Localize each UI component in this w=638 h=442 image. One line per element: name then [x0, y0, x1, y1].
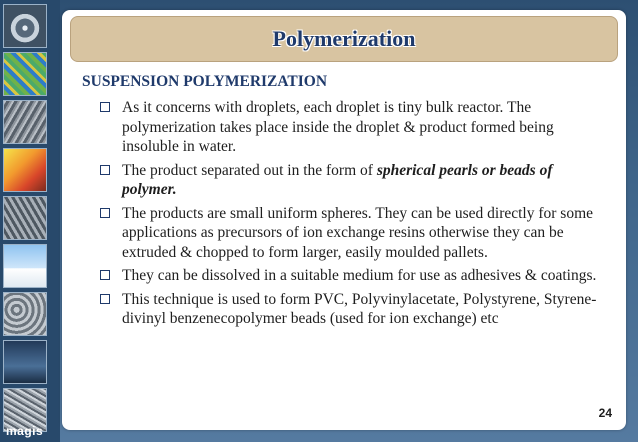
checkbox-bullet-icon: [100, 294, 110, 304]
checkbox-bullet-icon: [100, 102, 110, 112]
surface-texture-image: [3, 292, 47, 336]
section-heading: SUSPENSION POLYMERIZATION: [82, 73, 328, 90]
bullet-text: As it concerns with droplets, each droplet is tiny bulk reactor. The polymerization takes place inside the droplet & product formed being insoluble in water.: [122, 99, 554, 155]
airplane-image: [3, 244, 47, 288]
bullet-text: This technique is used to form PVC, Polyvinylacetate, Polystyrene, Styrene-divinyl benzenecopolymer beads (used for ion exchange) etc: [122, 290, 597, 327]
checkbox-bullet-icon: [100, 208, 110, 218]
fiber-texture-image: [3, 196, 47, 240]
image-strip: [0, 0, 60, 442]
fluid-simulation-image: [3, 52, 47, 96]
bullet-text-plain: The product separated out in the form of: [122, 161, 377, 179]
title-bar: [70, 16, 618, 62]
list-item: [100, 161, 605, 200]
list-item: [100, 266, 605, 286]
bullet-text: [122, 161, 605, 200]
wind-turbine-image: [3, 340, 47, 384]
bullet-text: The products are small uniform spheres. They can be used directly for some applications as precursors of ion exchange resins otherwise they can be extruded & chopped to form larger, easily moulded pallets.: [122, 204, 594, 261]
list-item: [100, 98, 605, 157]
list-item: [100, 204, 605, 263]
brand-logo: magis: [6, 424, 44, 438]
bullet-text-emphasis: spherical pearls or beads of polymer.: [122, 161, 553, 198]
slide-panel: [62, 10, 626, 430]
slide-title: Polymerization: [272, 26, 416, 51]
bullet-list: [100, 98, 605, 333]
bullet-text: They can be dissolved in a suitable medium for use as adhesives & coatings.: [122, 267, 597, 284]
heat-map-cube-image: [3, 148, 47, 192]
checkbox-bullet-icon: [100, 165, 110, 175]
page-number: 24: [598, 406, 612, 420]
microstructure-image: [3, 100, 47, 144]
checkbox-bullet-icon: [100, 270, 110, 280]
turbine-image: [3, 4, 47, 48]
list-item: [100, 290, 605, 329]
